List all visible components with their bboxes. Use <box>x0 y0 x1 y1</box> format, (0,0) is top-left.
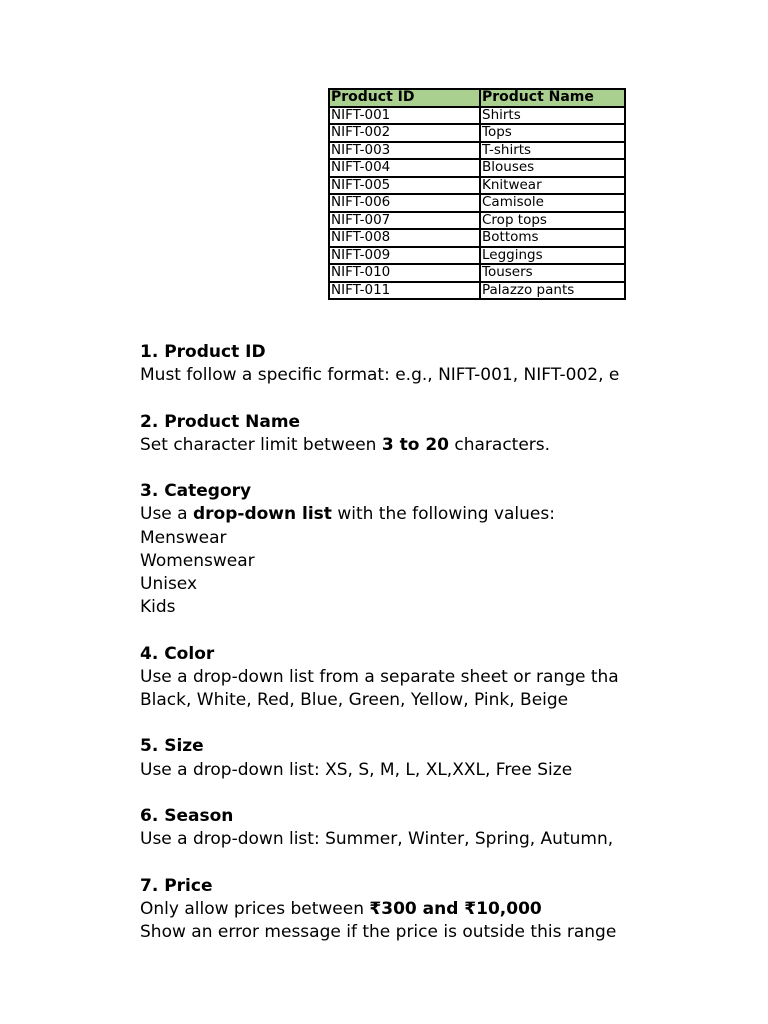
rule-heading-category: 3. Category <box>140 481 252 502</box>
spacer <box>140 387 633 410</box>
cell-product-name[interactable]: Knitwear <box>480 177 625 195</box>
table-header-row <box>329 89 625 107</box>
rule-text-price-error: Show an error message if the price is outside this range <box>140 921 617 942</box>
product-table <box>328 88 626 300</box>
rule-text-season: Use a drop-down list: Summer, Winter, Spring, Autumn, <box>140 829 614 850</box>
table-row <box>329 212 625 230</box>
category-value: Menswear <box>140 527 227 548</box>
rule-heading-size: 5. Size <box>140 736 204 757</box>
cell-product-name[interactable]: T-shirts <box>480 142 625 160</box>
rule-heading-product-id: 1. Product ID <box>140 342 266 362</box>
cell-product-id[interactable]: NIFT-007 <box>329 212 480 230</box>
rule-text-part: Use a <box>140 504 193 525</box>
table-row <box>329 107 625 125</box>
rule-text-product-name <box>140 434 633 457</box>
table-row <box>329 247 625 265</box>
rule-text-product-id: Must follow a specific format: e.g., NIFT-001, NIFT-002, e <box>140 365 620 386</box>
table-row <box>329 124 625 142</box>
cell-product-name[interactable]: Blouses <box>480 159 625 177</box>
cell-product-name[interactable]: Tops <box>480 124 625 142</box>
category-value: Kids <box>140 597 176 618</box>
rule-text-part: characters. <box>448 434 551 455</box>
table-row <box>329 142 625 160</box>
cell-product-id[interactable]: NIFT-008 <box>329 229 480 247</box>
validation-rules <box>140 341 633 944</box>
cell-product-id[interactable]: NIFT-010 <box>329 264 480 282</box>
category-value: Womenswear <box>140 550 255 571</box>
rule-text-bold: ₹300 and ₹10,000 <box>369 898 542 919</box>
cell-product-id[interactable]: NIFT-001 <box>329 107 480 125</box>
spacer <box>140 712 633 735</box>
cell-product-name[interactable]: Tousers <box>480 264 625 282</box>
rule-text-color: Use a drop-down list from a separate sheet or range tha <box>140 666 619 687</box>
table-row <box>329 159 625 177</box>
cell-product-name[interactable]: Palazzo pants <box>480 282 625 300</box>
table-row <box>329 264 625 282</box>
spacer <box>140 851 633 874</box>
table-row <box>329 229 625 247</box>
header-cell-product-id[interactable]: Product ID <box>329 89 480 107</box>
table-row <box>329 177 625 195</box>
table-row <box>329 194 625 212</box>
cell-product-id[interactable]: NIFT-005 <box>329 177 480 195</box>
cell-product-name[interactable]: Crop tops <box>480 212 625 230</box>
cell-product-id[interactable]: NIFT-004 <box>329 159 480 177</box>
cell-product-name[interactable]: Shirts <box>480 107 625 125</box>
rule-text-part: Set character limit between <box>140 434 382 455</box>
rule-text-size: Use a drop-down list: XS, S, M, L, XL,XXL, Free Size <box>140 759 573 780</box>
rule-heading-product-name: 2. Product Name <box>140 411 301 432</box>
rule-heading-season: 6. Season <box>140 805 234 826</box>
rule-heading-color: 4. Color <box>140 643 215 664</box>
header-cell-product-name[interactable]: Product Name <box>480 89 625 107</box>
rule-text-bold: 3 to 20 <box>381 434 449 455</box>
cell-product-name[interactable]: Bottoms <box>480 229 625 247</box>
rule-text-price <box>140 898 633 921</box>
cell-product-id[interactable]: NIFT-002 <box>329 124 480 142</box>
rule-text-part: with the following values: <box>331 504 555 525</box>
spacer <box>140 782 633 805</box>
cell-product-name[interactable]: Camisole <box>480 194 625 212</box>
table-row <box>329 282 625 300</box>
cell-product-id[interactable]: NIFT-006 <box>329 194 480 212</box>
rule-heading-price: 7. Price <box>140 875 213 896</box>
cell-product-id[interactable]: NIFT-003 <box>329 142 480 160</box>
cell-product-name[interactable]: Leggings <box>480 247 625 265</box>
rule-text-category <box>140 503 633 526</box>
spacer <box>140 457 633 480</box>
cell-product-id[interactable]: NIFT-011 <box>329 282 480 300</box>
category-value: Unisex <box>140 574 198 594</box>
cell-product-id[interactable]: NIFT-009 <box>329 247 480 265</box>
rule-text-part: Only allow prices between <box>140 898 370 919</box>
spacer <box>140 619 633 642</box>
rule-text-bold: drop-down list <box>192 504 332 525</box>
color-values: Black, White, Red, Blue, Green, Yellow, Pink, Beige <box>140 690 569 710</box>
